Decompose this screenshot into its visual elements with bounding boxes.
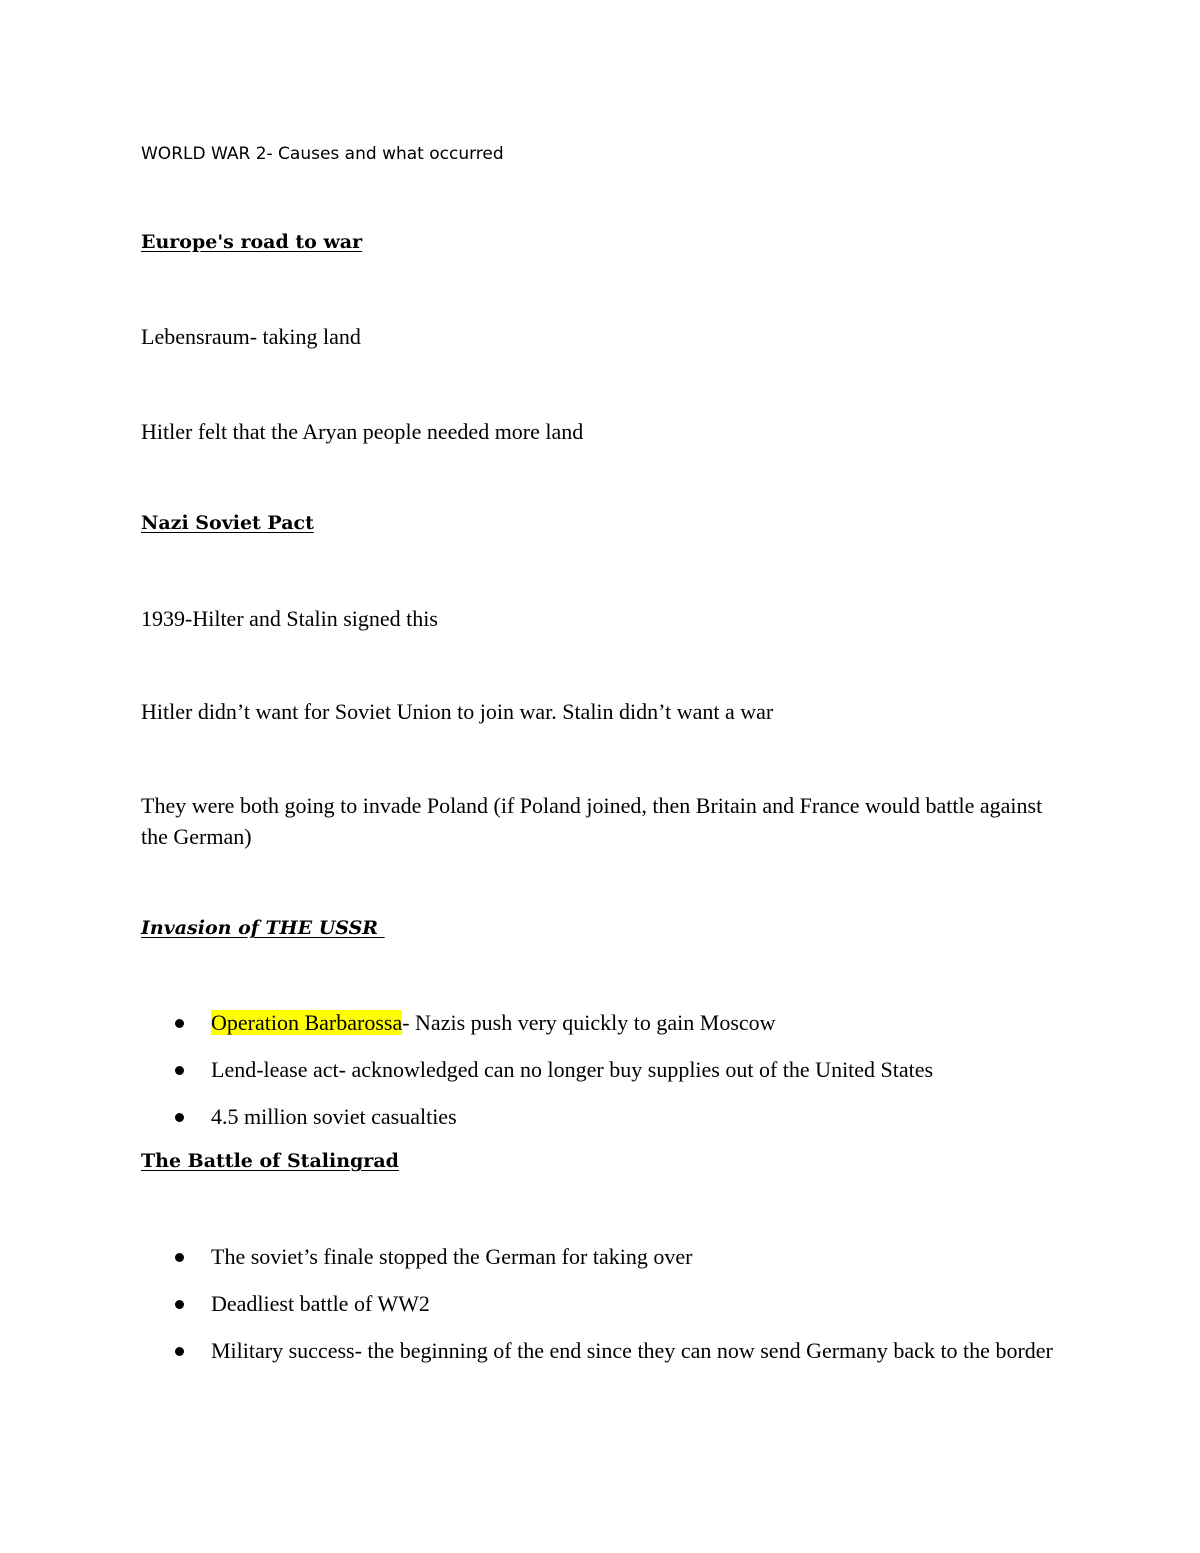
paragraph-invade-poland: They were both going to invade Poland (if Poland joined, then Britain and France would battle against the German) bbox=[141, 793, 1043, 849]
paragraph-hitler-land: Hitler felt that the Aryan people needed more land bbox=[141, 419, 584, 444]
bullet-icon bbox=[175, 1347, 184, 1356]
document-title: WORLD WAR 2- Causes and what occurred bbox=[141, 144, 504, 164]
bullet-icon bbox=[175, 1253, 184, 1262]
list-item bbox=[141, 1288, 1061, 1319]
list-item bbox=[141, 1007, 933, 1038]
bullet-icon bbox=[175, 1113, 184, 1122]
bullet-icon bbox=[175, 1019, 184, 1028]
heading-battle-of-stalingrad: The Battle of Stalingrad bbox=[141, 1150, 399, 1172]
paragraph-1939-pact: 1939-Hilter and Stalin signed this bbox=[141, 606, 438, 631]
list-item-text: Deadliest battle of WW2 bbox=[211, 1291, 430, 1316]
bullet-icon bbox=[175, 1066, 184, 1075]
list-item-text: Lend-lease act- acknowledged can no longer buy supplies out of the United States bbox=[211, 1057, 934, 1082]
list-item bbox=[141, 1054, 933, 1085]
paragraph-lebensraum: Lebensraum- taking land bbox=[141, 324, 361, 349]
list-item bbox=[141, 1101, 933, 1132]
list-item-text: Military success- the beginning of the end since they can now send Germany back to the border bbox=[211, 1338, 1053, 1363]
heading-nazi-soviet-pact: Nazi Soviet Pact bbox=[141, 512, 314, 534]
bullet-list-invasion bbox=[141, 1007, 933, 1132]
paragraph-hitler-stalin: Hitler didn’t want for Soviet Union to join war. Stalin didn’t want a war bbox=[141, 699, 774, 724]
bullet-icon bbox=[175, 1300, 184, 1309]
list-item bbox=[141, 1335, 1061, 1366]
list-item-text: The soviet’s finale stopped the German for taking over bbox=[211, 1244, 693, 1269]
list-item bbox=[141, 1241, 1061, 1272]
bullet-list-stalingrad bbox=[141, 1241, 1061, 1366]
list-item-text: - Nazis push very quickly to gain Moscow bbox=[402, 1010, 776, 1035]
list-item-text: 4.5 million soviet casualties bbox=[211, 1104, 457, 1129]
heading-invasion-ussr: Invasion of THE USSR bbox=[141, 917, 385, 939]
heading-europes-road-to-war: Europe's road to war bbox=[141, 231, 363, 253]
highlighted-text: Operation Barbarossa bbox=[211, 1010, 403, 1035]
